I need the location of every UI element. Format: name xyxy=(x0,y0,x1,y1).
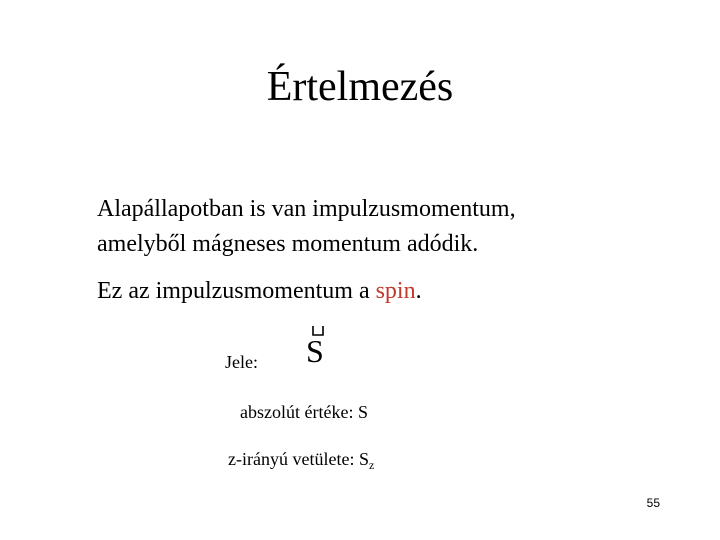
projection-label: z-irányú vetülete: S xyxy=(228,449,369,469)
paragraph-intro-line2: amelyből mágneses momentum adódik. xyxy=(97,231,479,257)
spin-vector-symbol xyxy=(306,325,332,371)
paragraph-intro xyxy=(97,192,697,262)
paragraph-spin xyxy=(97,274,697,309)
symbol-label: Jele: xyxy=(225,352,258,372)
absolute-value-line: abszolút értéke: S xyxy=(240,402,368,422)
spin-symbol-letter: S xyxy=(306,333,324,369)
spin-highlight: spin xyxy=(375,278,416,304)
paragraph-spin-prefix: Ez az impulzusmomentum a xyxy=(97,278,376,304)
projection-line xyxy=(228,449,374,473)
slide-title: Értelmezés xyxy=(266,64,454,110)
page-number: 55 xyxy=(646,496,660,510)
paragraph-spin-suffix: . xyxy=(415,278,422,304)
paragraph-intro-line1: Alapállapotban is van impulzusmomentum, xyxy=(97,196,516,222)
projection-subscript: z xyxy=(368,458,375,472)
